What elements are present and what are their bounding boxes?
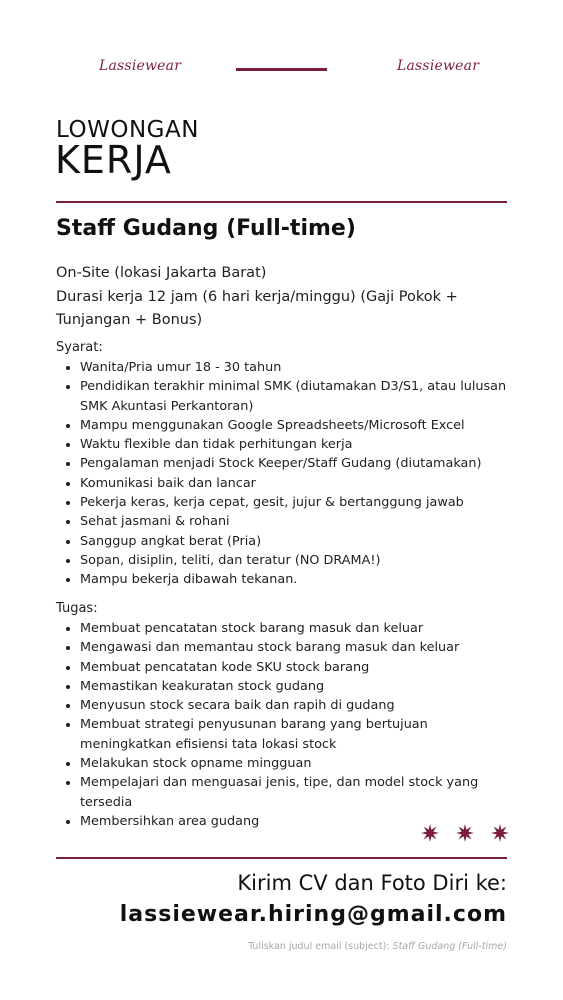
tugas-item: • Mempelajari dan menguasai jenis, tipe, dan model stock yang tersedia (80, 773, 510, 812)
star-burst-icon-group (420, 822, 510, 844)
syarat-item: • Sehat jasmani & rohani (80, 512, 510, 531)
syarat-item: • Mampu menggunakan Google Spreadsheets/Microsoft Excel (80, 416, 510, 435)
tugas-item: • Memastikan keakuratan stock gudang (80, 677, 510, 696)
syarat-item: • Mampu bekerja dibawah tekanan. (80, 570, 510, 589)
tugas-item: • Melakukan stock opname mingguan (80, 754, 510, 773)
star-burst-icon (491, 824, 509, 842)
syarat-item: • Wanita/Pria umur 18 - 30 tahun (80, 358, 510, 377)
syarat-item: • Pengalaman menjadi Stock Keeper/Staff Gudang (diutamakan) (80, 454, 510, 473)
tugas-item: • Mengawasi dan memantau stock barang masuk dan keluar (80, 638, 510, 657)
tugas-item: • Membuat strategi penyusunan barang yang bertujuan meningkatkan efisiensi tata lokasi stock (80, 715, 510, 754)
job-info (56, 262, 496, 333)
brand-divider (236, 68, 327, 71)
bottom-divider (56, 857, 507, 859)
header-line-1: LOWONGAN (56, 117, 199, 143)
star-burst-icon (456, 824, 474, 842)
syarat-item: • Waktu flexible dan tidak perhitungan kerja (80, 435, 510, 454)
brand-logo-left: Lassiewear (99, 58, 182, 74)
syarat-item: • Sanggup angkat berat (Pria) (80, 532, 510, 551)
job-duration: Durasi kerja 12 jam (6 hari kerja/minggu) (Gaji Pokok + Tunjangan + Bonus) (56, 288, 458, 328)
contact-email[interactable]: lassiewear.hiring@gmail.com (119, 902, 507, 927)
syarat-label: Syarat: (56, 340, 103, 355)
syarat-item: • Pendidikan terakhir minimal SMK (diutamakan D3/S1, atau lulusan SMK Akuntasi Perkantoran) (80, 377, 510, 416)
syarat-item: • Pekerja keras, kerja cepat, gesit, jujur & bertanggung jawab (80, 493, 510, 512)
tugas-item: • Membuat pencatatan stock barang masuk dan keluar (80, 619, 510, 638)
top-divider (56, 201, 507, 203)
syarat-item: • Komunikasi baik dan lancar (80, 474, 510, 493)
cta-text: Kirim CV dan Foto Diri ke: (237, 871, 507, 895)
tugas-item: • Membuat pencatatan kode SKU stock barang (80, 658, 510, 677)
syarat-list (56, 358, 510, 590)
job-location: On-Site (lokasi Jakarta Barat) (56, 265, 267, 281)
header-line-2: KERJA (55, 138, 172, 182)
email-subject-note (56, 941, 507, 952)
job-title: Staff Gudang (Full-time) (56, 216, 356, 241)
note-prefix: Tuliskan judul email (subject): (248, 941, 390, 952)
syarat-item: • Sopan, disiplin, teliti, dan teratur (NO DRAMA!) (80, 551, 510, 570)
star-burst-icon (421, 824, 439, 842)
note-subject: Staff Gudang (Full-time) (392, 941, 507, 952)
brand-logo-right: Lassiewear (397, 58, 480, 74)
tugas-list (56, 619, 510, 831)
tugas-item: • Menyusun stock secara baik dan rapih di gudang (80, 696, 510, 715)
tugas-item: • Membersihkan area gudang (80, 812, 510, 831)
tugas-label: Tugas: (56, 601, 98, 616)
